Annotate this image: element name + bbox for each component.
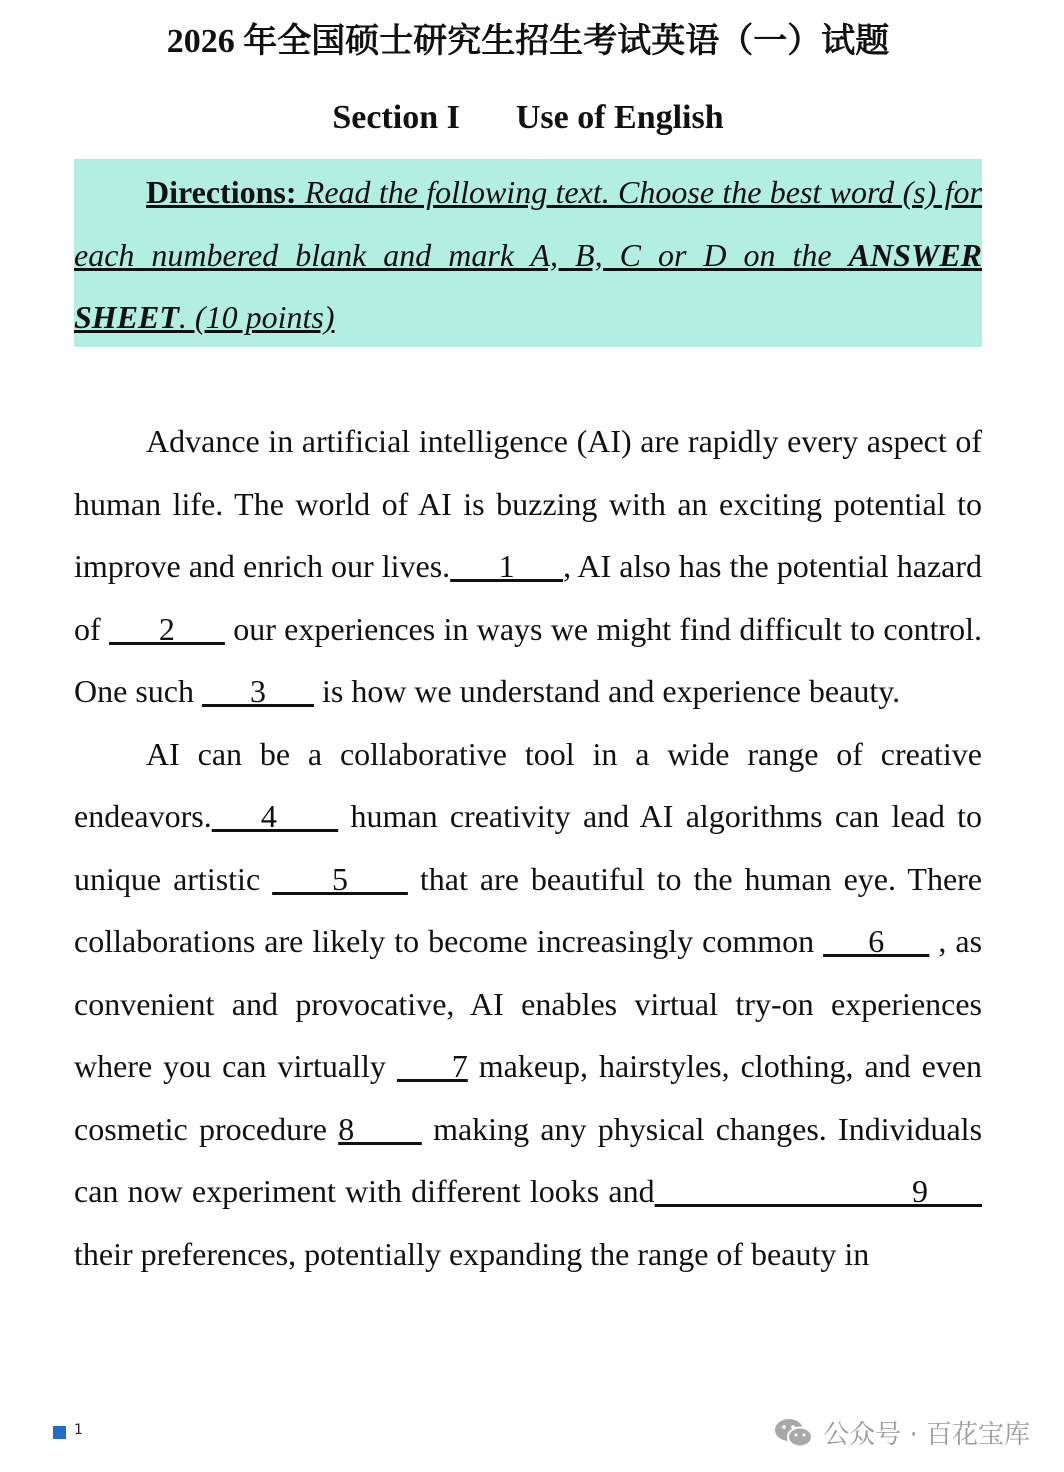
directions-label: Directions: [146,174,297,210]
passage [74,410,982,1285]
paragraph-2: AI can be a collaborative tool in a wide range of creative endeavors. 4 human creativity and AI algorithms can lead to unique artistic 5 that are beautiful to the human eye. There collaborations are likely to become increasingly common 6 , as convenient and provocative, AI enables virtual try-on experiences where you can virtually 7 makeup, hairstyles, clothing, and even cosmetic procedure 8 making any physical changes. Individuals can now experiment with different looks and 9 their preferences, potentially expanding the range of beauty in [74,735,983,1272]
blank-1: 1 [450,548,564,584]
blank-9: 9 [654,1173,983,1209]
page-marker-icon [53,1426,66,1439]
blank-5: 5 [272,860,408,897]
blank-7: 7 [396,1048,468,1084]
paragraph-1: Advance in artificial intelligence (AI) are rapidly every aspect of human life. The world of AI is buzzing with an exciting potential to improve and enrich our lives. 1 , AI also has the potential hazard of 2 our experiences in ways we might find difficult to control. One such 3 is how we understand and experience beauty. [74,423,983,709]
blank-4: 4 [211,798,339,834]
section-name: Use of English [515,99,724,136]
exam-title: 2026 年全国硕士研究生招生考试英语（一）试题 [166,23,890,60]
directions-body: Read the following text. Choose the best word (s) for each numbered blank and mark A, B, C or D on the ANSWER SHEET. (10 points) [74,174,982,335]
blank-6: 6 [823,923,930,959]
blank-8: 8 [338,1110,422,1147]
directions-text [74,159,982,349]
page-footer [0,1400,1064,1460]
wechat-icon [773,1417,815,1449]
blank-2: 2 [108,610,225,647]
watermark-text: 公众号 · 百花宝库 [823,1420,1030,1450]
section-number: Section I [332,99,460,136]
blank-3: 3 [201,673,314,709]
directions-box [74,159,982,347]
page-number: 1 [74,1422,83,1438]
watermark [773,1414,1030,1451]
section-heading [74,96,982,140]
answer-sheet-text: ANSWER SHEET [74,236,982,335]
